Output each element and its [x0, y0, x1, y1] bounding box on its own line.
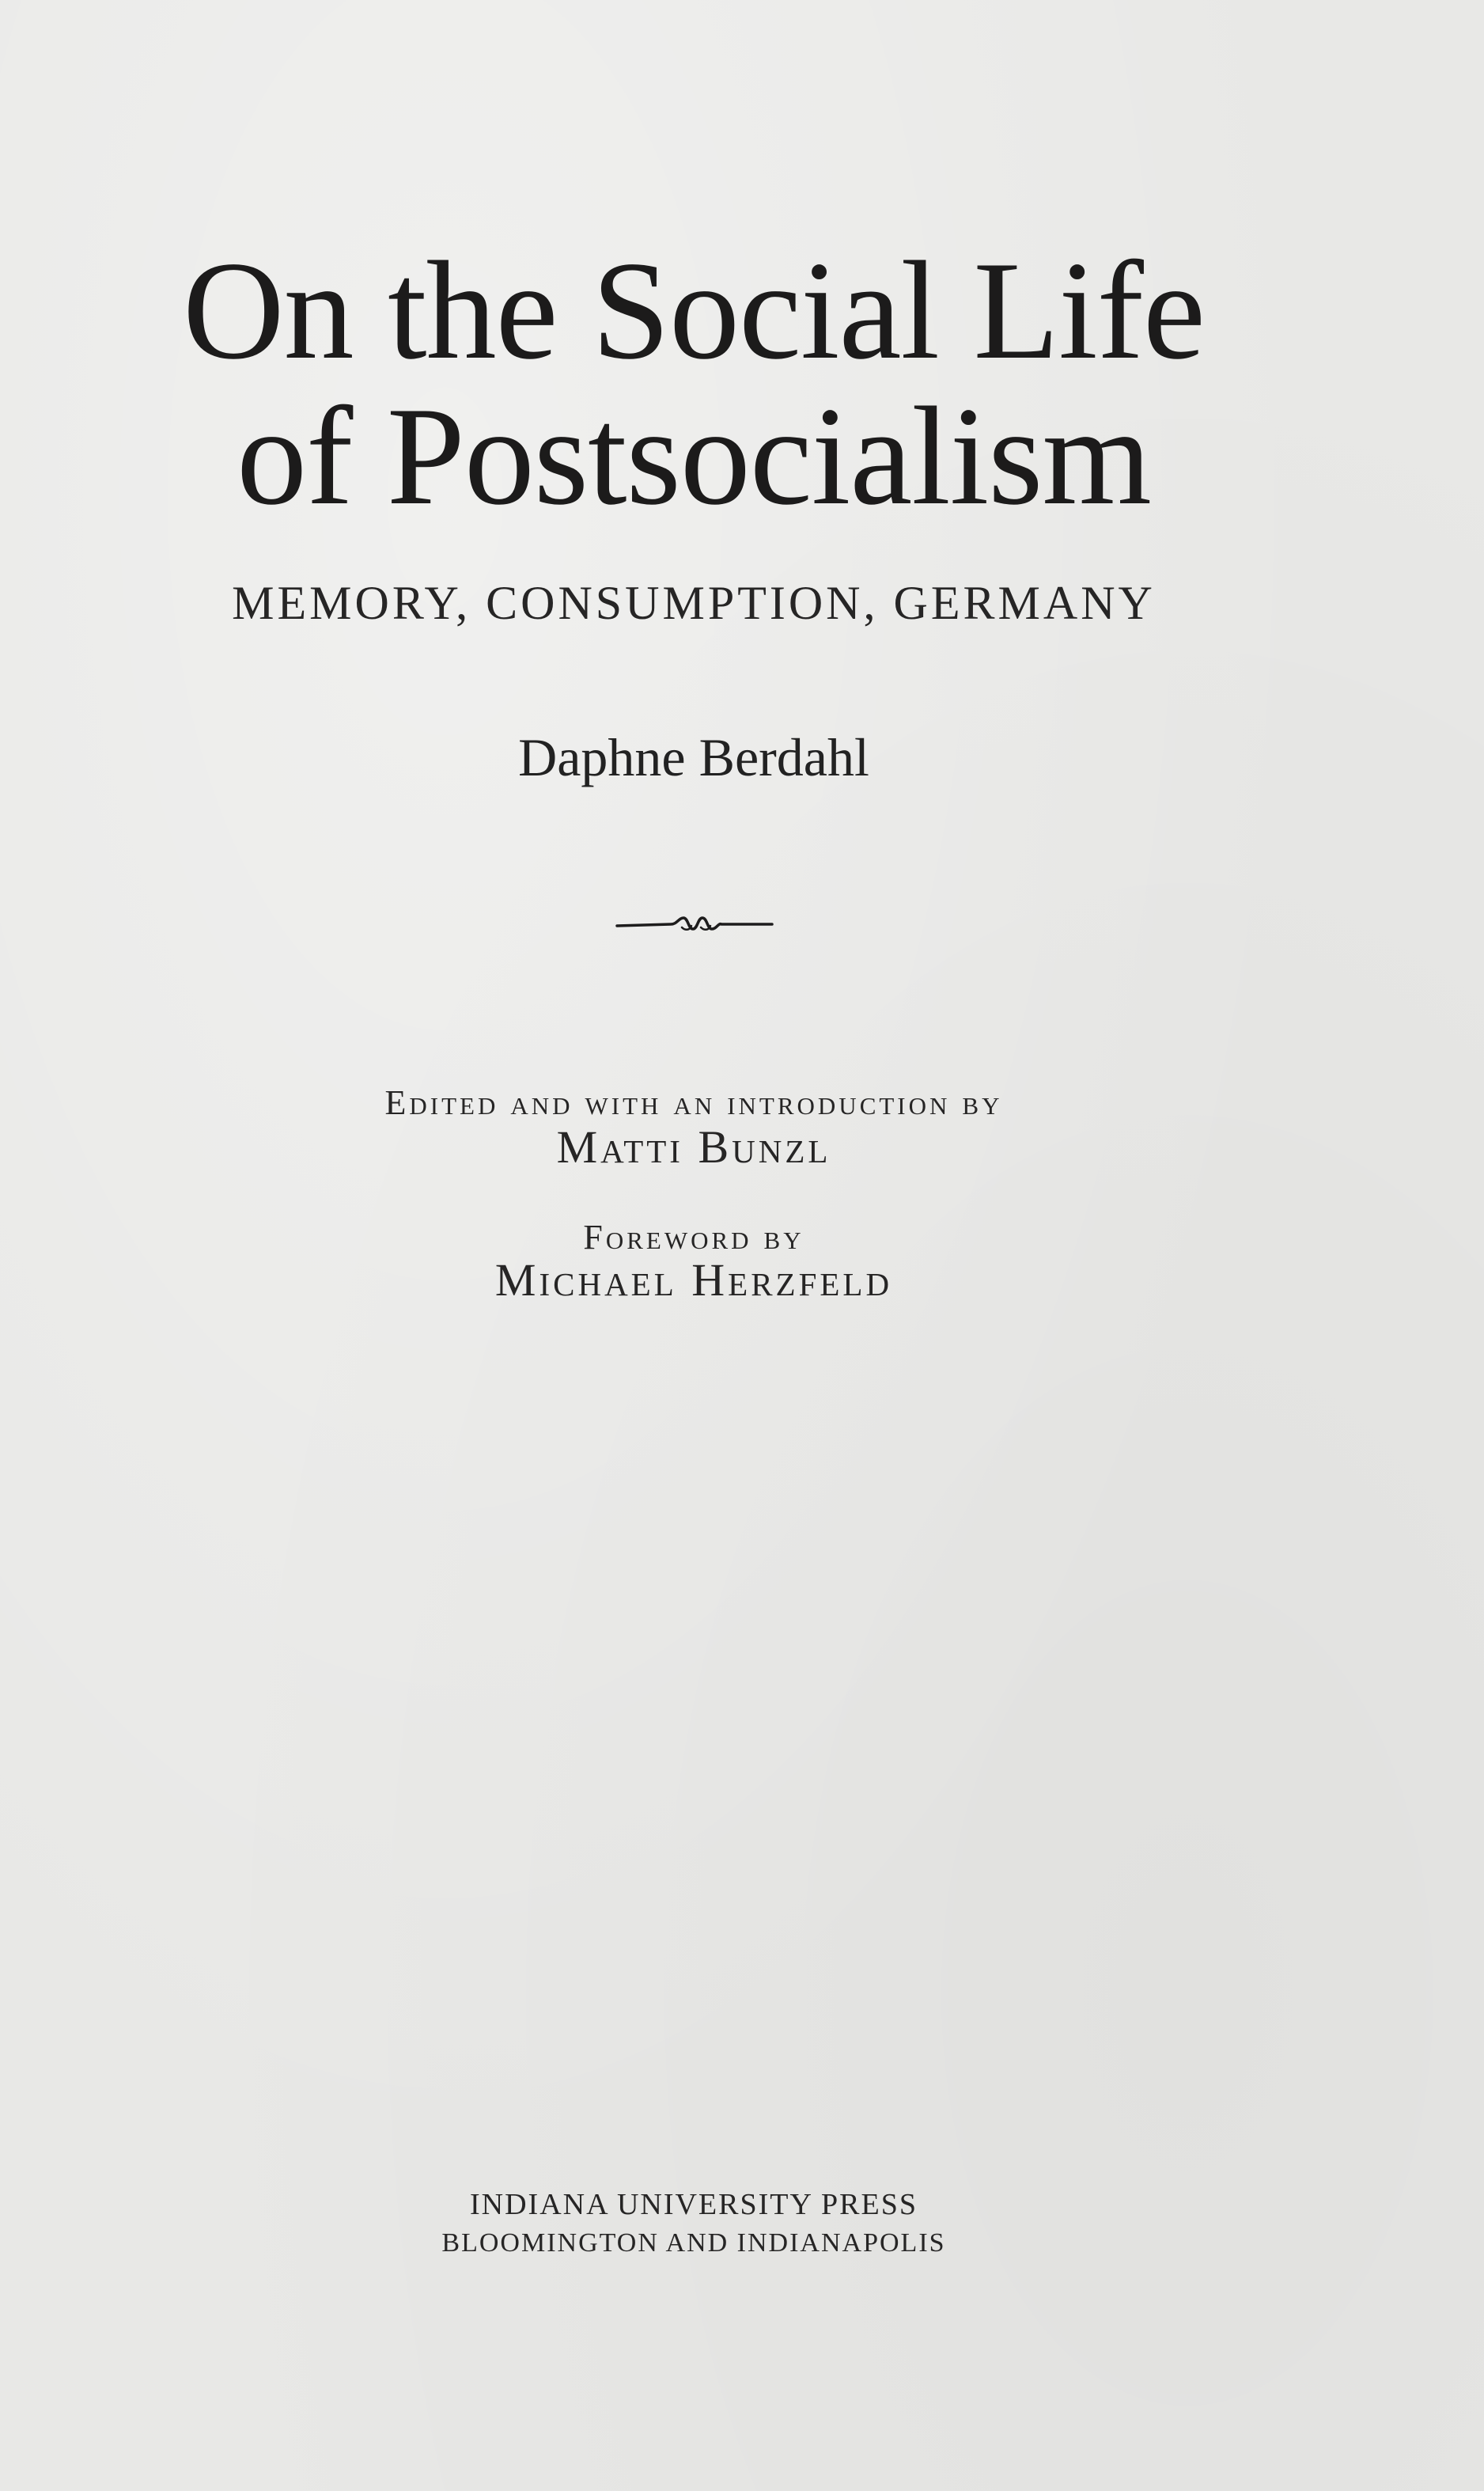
title-line-2: of Postsocialism — [237, 377, 1151, 534]
book-subtitle: MEMORY, CONSUMPTION, GERMANY — [232, 577, 1156, 629]
publisher-name: INDIANA UNIVERSITY PRESS — [470, 2188, 918, 2221]
author-name: Daphne Berdahl — [518, 727, 869, 787]
editor-name: Matti Bunzl — [556, 1121, 831, 1173]
title-line-1: On the Social Life — [183, 232, 1205, 389]
book-title — [0, 232, 1387, 534]
edited-by-label: Edited and with an introduction by — [384, 1083, 1003, 1122]
swash-ornament-icon — [615, 907, 774, 938]
foreword-label: Foreword by — [583, 1218, 804, 1257]
publisher-place: BLOOMINGTON AND INDIANAPOLIS — [441, 2228, 946, 2258]
foreword-author-name: Michael Herzfeld — [494, 1254, 893, 1306]
